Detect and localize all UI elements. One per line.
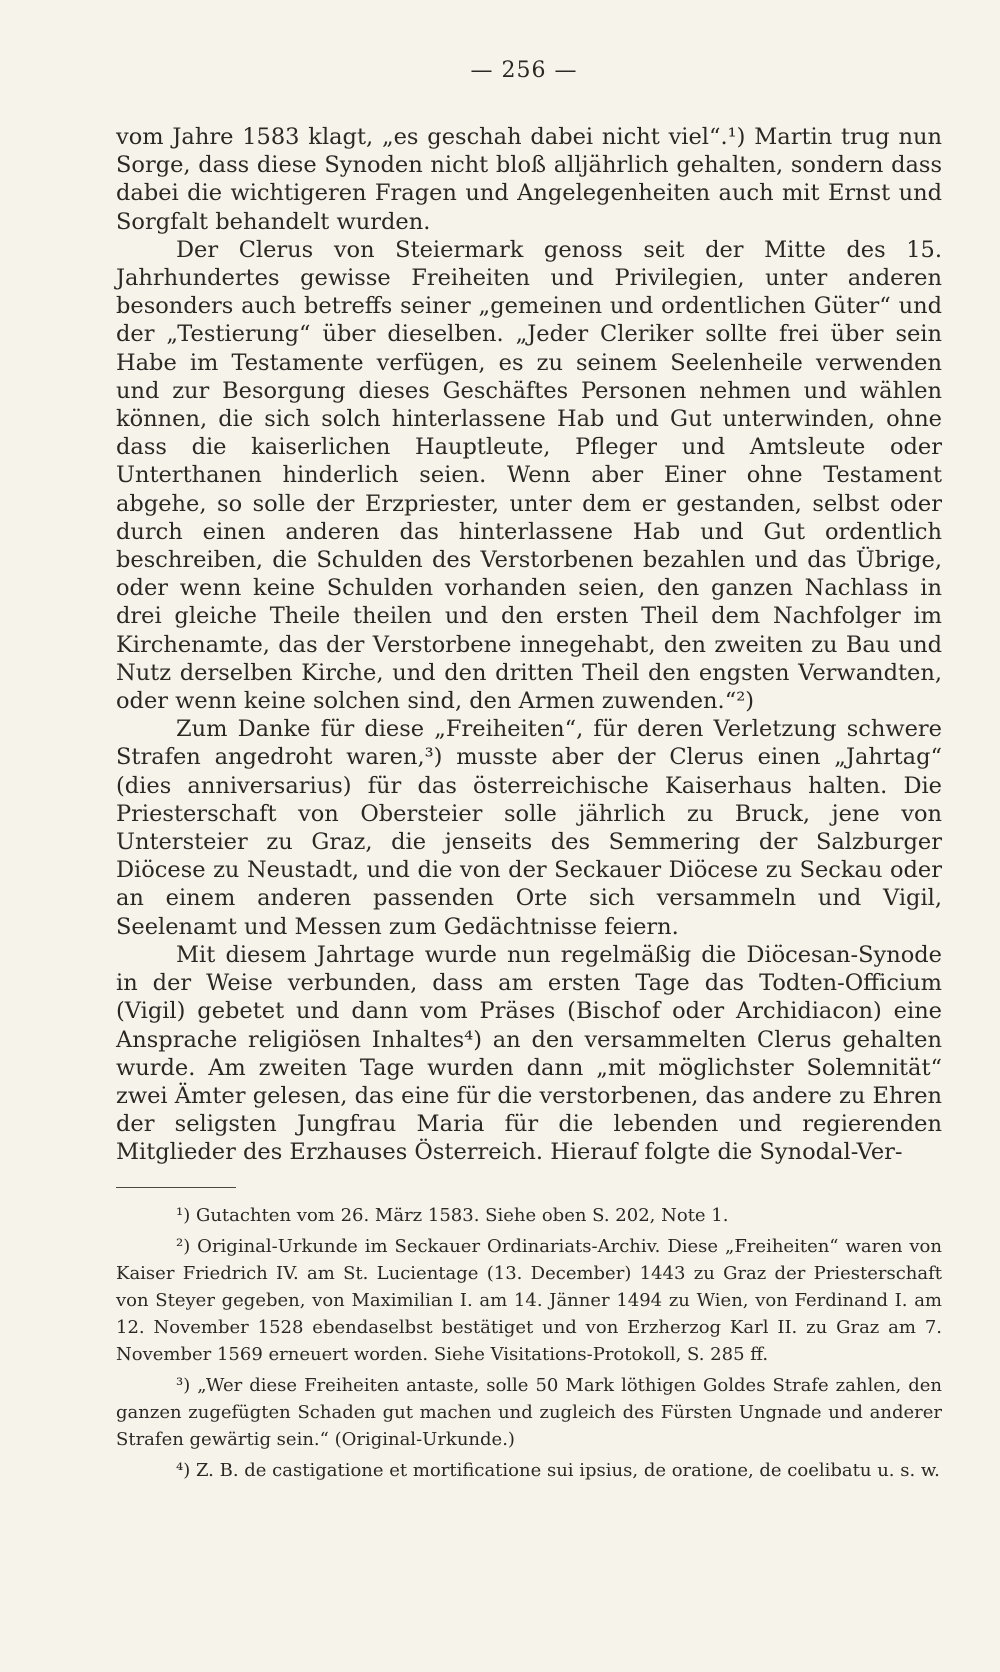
footnotes xyxy=(116,1202,942,1484)
paragraph: vom Jahre 1583 klagt, „es geschah dabei nicht viel“.¹) Martin trug nun Sorge, dass diese Synoden nicht bloß alljährlich gehalten, sondern dass dabei die wichtigeren Fragen und Angelegenheiten auch mit Ernst und Sorgfalt behandelt wurden. xyxy=(116,124,942,235)
footnote: ¹) Gutachten vom 26. März 1583. Siehe oben S. 202, Note 1. xyxy=(176,1204,729,1226)
footnote: ³) „Wer diese Freiheiten antaste, solle 50 Mark löthigen Goldes Strafe zahlen, den ganzen zugefügten Schaden gut machen und zugleich des Fürsten Ungnade und anderer Strafen gewärtig sein.“ (Original-Urkunde.) xyxy=(116,1374,942,1450)
page-number: — 256 — xyxy=(470,58,578,83)
footnote-divider xyxy=(116,1187,236,1188)
main-text xyxy=(116,123,942,1167)
paragraph: Der Clerus von Steiermark genoss seit der Mitte des 15. Jahrhundertes gewisse Freiheiten und Privilegien, unter anderen besonders auch betreffs seiner „gemeinen und ordentlichen Güter“ und der „Testierung“ über dieselben. „Jeder Cleriker sollte frei über sein Habe im Testamente verfügen, es zu seinem Seelenheile verwenden und zur Besorgung dieses Geschäftes Personen nehmen und wählen können, die sich solch hinterlassene Hab und Gut unterwinden, ohne dass die kaiserlichen Hauptleute, Pfleger und Amtsleute oder Unterthanen hinderlich seien. Wenn aber Einer ohne Testament abgehe, so solle der Erzpriester, unter dem er gestanden, selbst oder durch einen anderen das hinterlassene Hab und Gut ordentlich beschreiben, die Schulden des Verstorbenen bezahlen und das Übrige, oder wenn keine Schulden vorhanden seien, den ganzen Nachlass in drei gleiche Theile theilen und den ersten Theil dem Nachfolger im Kirchenamte, das der Verstorbene innegehabt, den zweiten zu Bau und Nutz derselben Kirche, und den dritten Theil den engsten Verwandten, oder wenn keine solchen sind, den Armen zuwenden.“²) xyxy=(116,236,942,715)
paragraph: Mit diesem Jahrtage wurde nun regelmäßig die Diöcesan-Synode in der Weise verbunden, dass am ersten Tage das Todten-Officium (Vigil) gebetet und dann vom Präses (Bischof oder Archidiacon) eine Ansprache religiösen Inhaltes⁴) an den versammelten Clerus gehalten wurde. Am zweiten Tage wurden dann „mit möglichster Solemnität“ zwei Ämter gelesen, das eine für die verstorbenen, das andere zu Ehren der seligsten Jungfrau Maria für die lebenden und regierenden Mitglieder des Erzhauses Österreich. Hierauf folgte die Synodal-Ver- xyxy=(116,941,942,1166)
footnote: ²) Original-Urkunde im Seckauer Ordinariats-Archiv. Diese „Freiheiten“ waren von Kaiser Friedrich IV. am St. Lucientage (13. December) 1443 zu Graz der Priesterschaft von Steyer gegeben, von Maximilian I. am 14. Jänner 1494 zu Wien, von Ferdinand I. am 12. November 1528 ebendaselbst bestätiget und von Erzherzog Karl II. zu Graz am 7. November 1569 erneuert worden. Siehe Visitations-Protokoll, S. 285 ff. xyxy=(116,1235,942,1365)
footnote: ⁴) Z. B. de castigatione et mortificatione sui ipsius, de oratione, de coelibatu u. s. w. xyxy=(176,1459,940,1481)
paragraph: Zum Danke für diese „Freiheiten“, für deren Verletzung schwere Strafen angedroht waren,³) musste aber der Clerus einen „Jahrtag“ (dies anniversarius) für das österreichische Kaiserhaus halten. Die Priesterschaft von Obersteier solle jährlich zu Bruck, jene von Untersteier zu Graz, die jenseits des Semmering der Salzburger Diöcese zu Neustadt, und die von der Seckauer Diöcese zu Seckau oder an einem anderen passenden Orte sich versammeln und Vigil, Seelenamt und Messen zum Gedächtnisse feiern. xyxy=(116,716,942,940)
